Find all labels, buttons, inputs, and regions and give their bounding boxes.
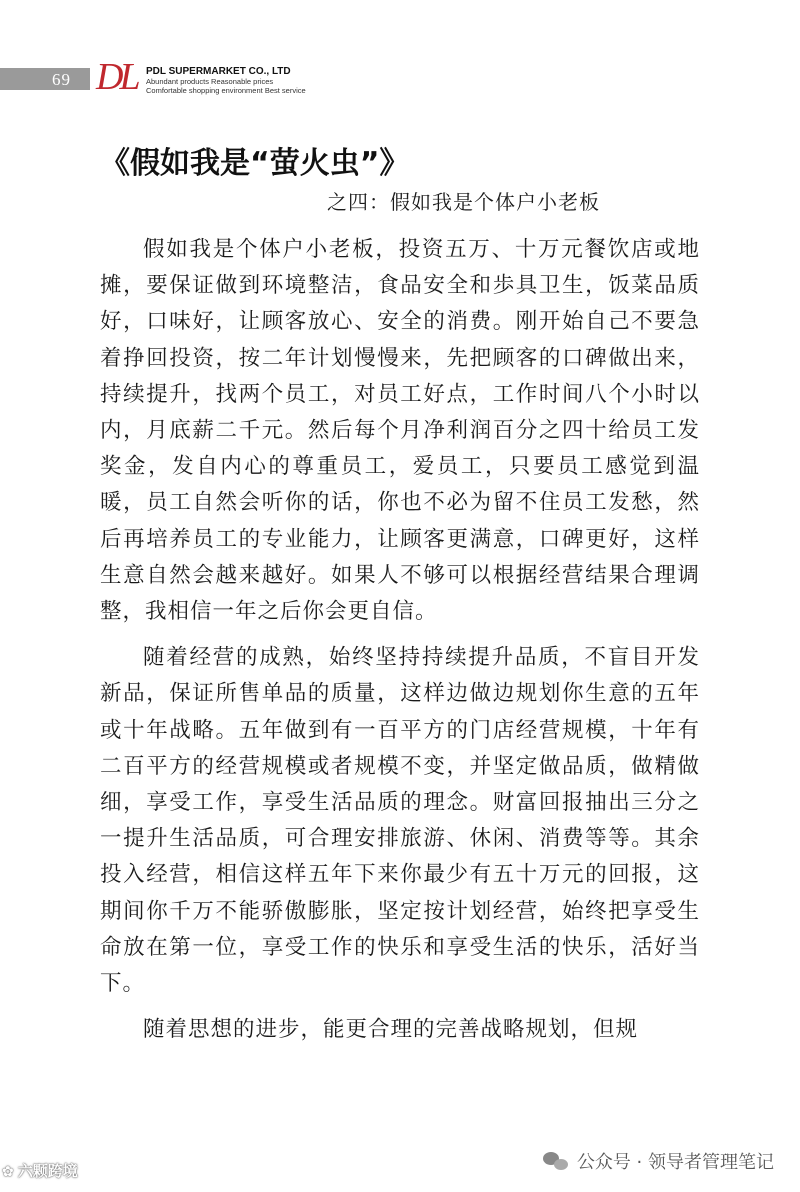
paragraph: 随着思想的进步，能更合理的完善战略规划，但规	[143, 1017, 639, 1043]
company-name: PDL SUPERMARKET CO., LTD	[146, 66, 291, 77]
watermark	[2, 1160, 78, 1181]
article-subtitle: 之四：假如我是个体户小老板	[327, 190, 600, 214]
page-number: 69	[52, 70, 71, 89]
wechat-icon	[543, 1150, 569, 1172]
watermark-icon: ✿	[2, 1164, 14, 1180]
watermark-text: 六颗跨境	[17, 1162, 78, 1180]
tagline-line-2: Comfortable shopping environment Best service	[146, 85, 306, 95]
page-number-bar	[0, 68, 90, 90]
account-name: 公众号 · 领导者管理笔记	[576, 1152, 774, 1173]
article-title: 《假如我是“萤火虫”》	[100, 146, 410, 181]
tagline-line-1: Abundant products Reasonable prices	[146, 77, 274, 86]
wechat-account-footer	[543, 1148, 774, 1174]
paragraph: 随着经营的成熟，始终坚持持续提升品质，不盲目开发新品，保证所售单品的质量，这样边做边规划你生意的五年或十年战略。五年做到有一百平方的门店经营规模，十年有二百平方的经营规模或者规模不变，并坚定做品质，做精做细，享受工作，享受生活品质的理念。财富回报抽出三分之一提升生活品质，可合理安排旅游、休闲、消费等等。其余投入经营，相信这样五年下来你最少有五十万元的回报，这期间你千万不能骄傲膨胀，坚定按计划经营，始终把享受生命放在第一位，享受工作的快乐和享受生活的快乐，活好当下。	[100, 645, 700, 997]
company-tagline	[146, 78, 346, 95]
paragraph: 假如我是个体户小老板，投资五万、十万元餐饮店或地摊，要保证做到环境整洁，食品安全和歩具卫生，饭菜品质好，口味好，让顾客放心、安全的消费。刚开始自己不要急着挣回投资，按二年计划慢慢来，先把顾客的口碑做出来，持续提升，找两个员工，对员工好点，工作时间八个小时以内，月底薪二千元。然后每个月净利润百分之四十给员工发奖金，发自内心的尊重员工，爱员工，只要员工感觉到温暖，员工自然会听你的话，你也不必为留不住员工发愁，然后再培养员工的专业能力，让顾客更满意，口碑更好，这样生意自然会越来越好。如果人不够可以根据经营结果合理调整，我相信一年之后你会更自信。	[100, 237, 700, 625]
company-logo: DL	[96, 56, 137, 98]
article-body	[100, 232, 700, 1058]
